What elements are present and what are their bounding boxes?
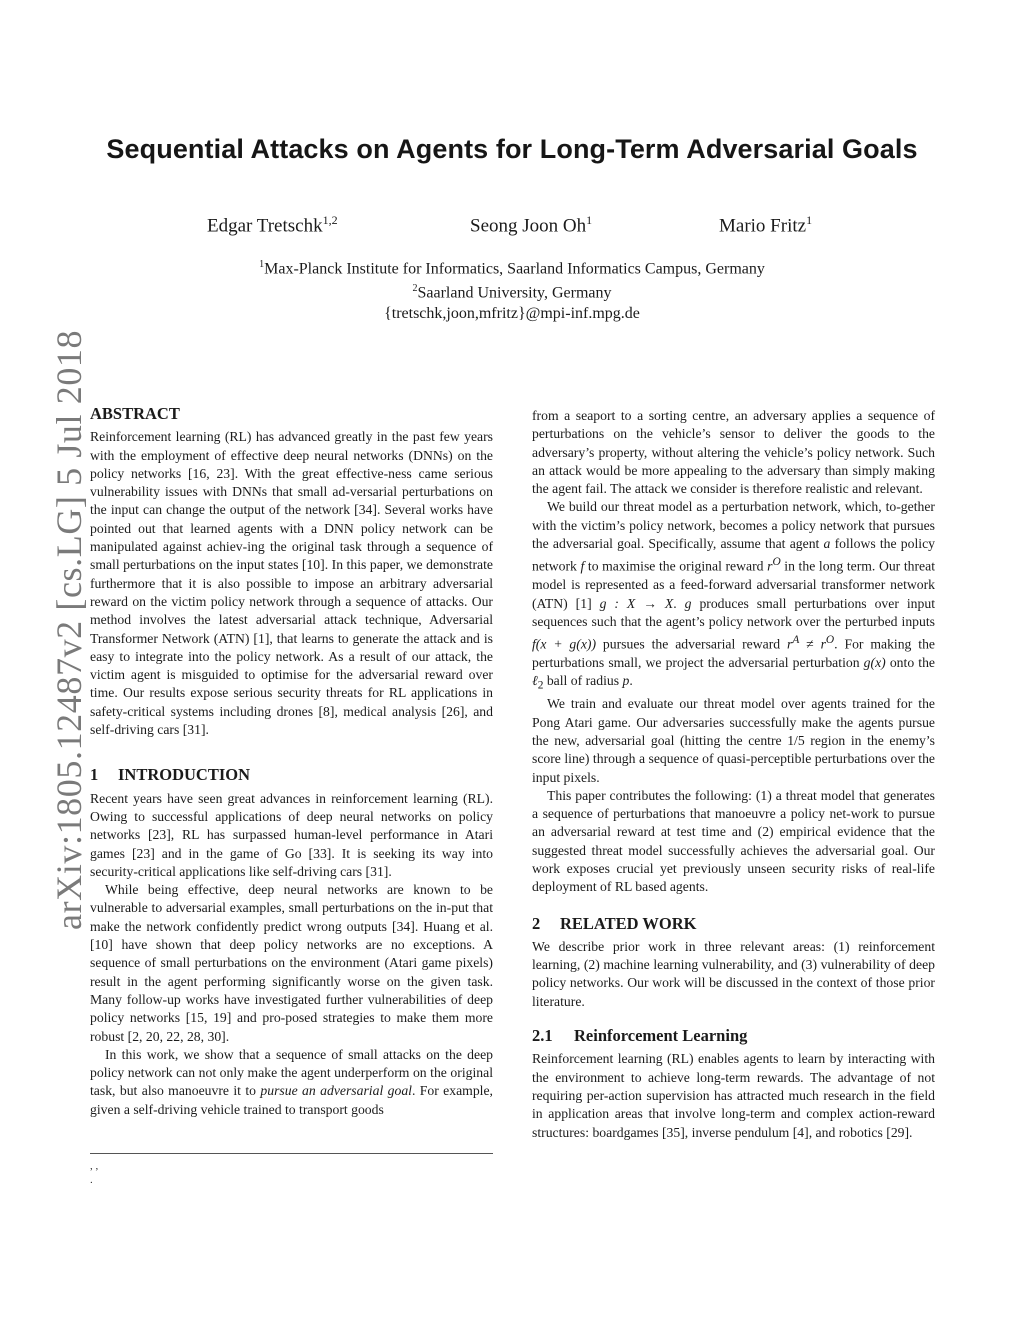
- right-paragraph-2: We build our threat model as a perturbation network, which, to-gether with the victim’s policy network, becomes a policy network that pursues the adversarial goal. Specifically, assume that agent a follows the policy network f to maximise the original reward $r^O$ in the long term. Our threat model is represented as a feed-forward adversarial transformer network (ATN) [1] g : X → X. g produces small perturbations over input sequences such that the agent’s policy network over the perturbed inputs f(x + g(x)) pursues the adversarial reward $r^A \ne r^O$. For making the perturbations small, we project the adversarial perturbation g(x) onto the ℓ$_2$ ball of radius p.: [532, 499, 936, 693]
- left-column: [90, 405, 493, 1119]
- paper-title: Sequential Attacks on Agents for Long-Term Adversarial Goals: [106, 134, 918, 164]
- reinforcement-learning-heading: 2.1 Reinforcement Learning: [532, 1026, 748, 1046]
- introduction-heading: 1 INTRODUCTION: [90, 765, 251, 785]
- author-1: Edgar Tretschk$^{1,2}$: [207, 213, 338, 237]
- abstract-heading: ABSTRACT: [90, 404, 180, 423]
- related-work-heading: 2 RELATED WORK: [532, 913, 697, 933]
- affiliation-2: $^2$Saarland University, Germany: [412, 283, 612, 302]
- right-paragraph-3: We train and evaluate our threat model over agents trained for the Pong Atari game. Our adversaries successfully make the agents pursue the new, adversarial goal (hitting the centre 1/5 region in the enemy’s score line) through a sequence of quasi-perceptible perturbations over the input pixels.: [532, 696, 935, 785]
- footnote-line-2: .: [90, 1174, 93, 1186]
- author-2: Seong Joon Oh$^1$: [470, 213, 593, 237]
- arxiv-identifier: arXiv:1805.12487v2 [cs.LG] 5 Jul 2018: [49, 329, 89, 930]
- reinforcement-learning-text: Reinforcement learning (RL) enables agents to learn by interacting with the environment to achieve long-term rewards. The advantage of not requiring per-action supervision has attracted much research in the field in application areas that involve long-term and complex action-reward structures: boardgames [35], inverse pendulum [4], and robotics [29].: [532, 1051, 935, 1140]
- footnote-rule: [90, 1153, 493, 1154]
- right-paragraph-1: from a seaport to a sorting centre, an adversary applies a sequence of perturbations on the vehicle’s sensor to deliver the goods to the adversary’s property, without altering the vehicle’s policy network. Such an attack would be more appealing to the adversary than simply making the agent fail. The attack we consider is therefore realistic and relevant.: [532, 408, 935, 497]
- author-emails: {tretschk,joon,mfritz}@mpi-inf.mpg.de: [384, 304, 640, 322]
- footnote-line-1: , ,: [90, 1160, 99, 1172]
- related-work-text: We describe prior work in three relevant areas: (1) reinforcement learning, (2) machine learning vulnerability, and (3) vulnerability of deep policy networks. Our work will be discussed in the context of those prior literature.: [532, 938, 935, 1009]
- right-column: [532, 407, 935, 1142]
- intro-paragraph-2: While being effective, deep neural networks are known to be vulnerable to adversarial examples, small perturbations on the in-put that make the network confidently predict wrong outputs [34]. Huang et al. [10] have shown that deep policy networks are no exceptions. A sequence of small perturbations on the environment (Atari game pixels) result in the agent performing significantly worse on the given task. Many follow-up works have investigated further vulnerabilities of deep policy networks [15, 19] and pro-posed strategies to make them more robust [2, 20, 22, 28, 30].: [90, 882, 493, 1044]
- abstract-text: Reinforcement learning (RL) has advanced greatly in the past few years with the employment of effective deep neural networks (DNNs) on the policy networks [16, 23]. With the great effective-ness came serious vulnerability issues with DNNs that small ad-versarial perturbations on the input can change the output of the network [34]. Several works have pointed out that learned agents with a DNN policy network can be manipulated against achiev-ing the original task through a sequence of small perturbations on the input states [10]. In this paper, we demonstrate furthermore that it is also possible to impose an arbitrary adversarial reward on the victim policy network through a sequence of attacks. Our method involves the latest adversarial attack technique, Adversarial Transformer Network (ATN) [1], that learns to generate the attack and is easy to integrate into the policy network. As a result of our attack, the victim agent is misguided to optimise for the adversarial reward over time. Our results expose serious security threats for RL applications in safety-critical systems including drones [8], medical analysis [26], and self-driving cars [31].: [90, 429, 493, 738]
- intro-paragraph-3: In this work, we show that a sequence of small attacks on the deep policy network can not only make the agent underperform on the original task, but also manoeuvre it to pursue an adversarial goal. For example, given a self-driving vehicle trained to transport goods: [90, 1046, 493, 1117]
- intro-paragraph-1: Recent years have seen great advances in reinforcement learning (RL). Owing to successful applications of deep neural networks on policy networks [23], RL has surpassed human-level performance in Atari games [23] and in the game of Go [33]. It is seeking its way into security-critical applications like self-driving cars [31].: [90, 790, 493, 879]
- affiliation-1: $^1$Max-Planck Institute for Informatics, Saarland Informatics Campus, Germany: [259, 259, 765, 278]
- affiliations: [0, 255, 1024, 324]
- author-3: Mario Fritz$^1$: [719, 213, 813, 237]
- right-paragraph-4: This paper contributes the following: (1) a threat model that generates a sequence of perturbations that manoeuvre a policy net-work to pursue an adversarial reward at test time and (2) empirical evidence that the suggested threat model successfully achieves the adversarial goal. Our work exposes crucial yet previously unseen security risks of real-life deployment of RL based agents.: [532, 787, 935, 895]
